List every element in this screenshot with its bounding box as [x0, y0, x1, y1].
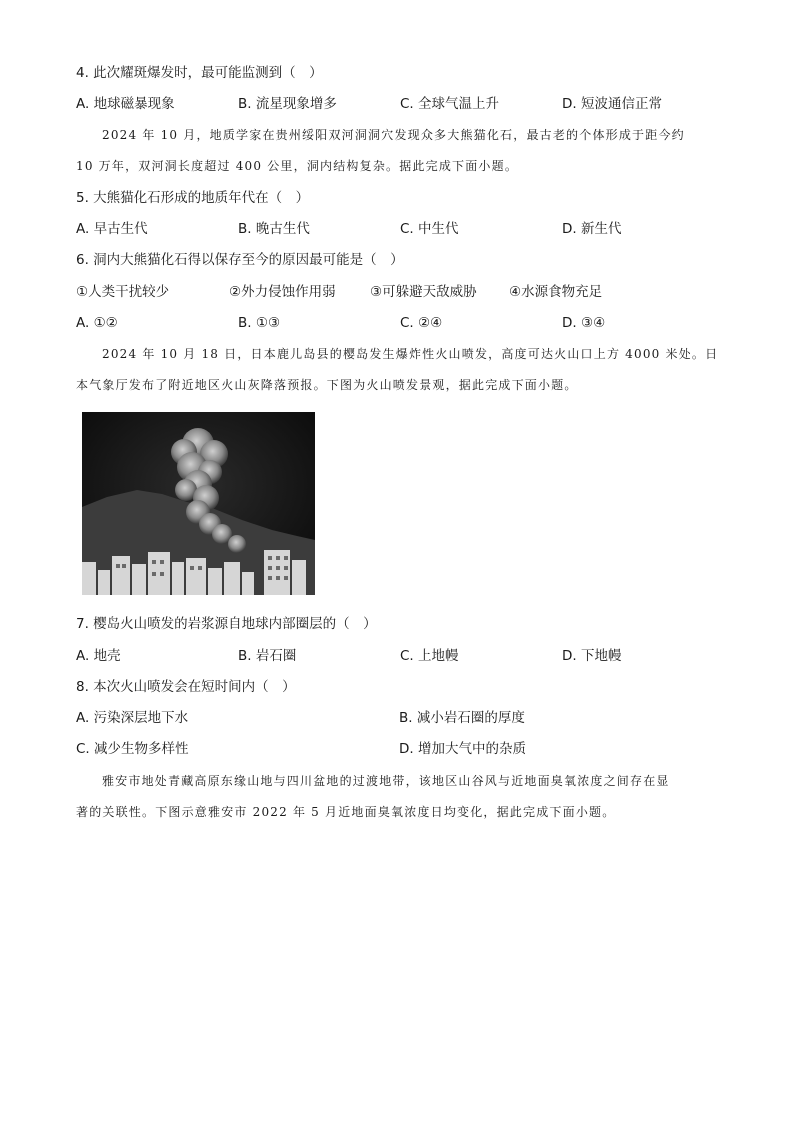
- q6-option-d: D. ③④: [562, 315, 606, 331]
- q4-option-b: B. 流星现象增多: [238, 96, 337, 112]
- passage2-line2: 本气象厅发布了附近地区火山灰降落预报。下图为火山喷发景观，据此完成下面小题。: [76, 378, 578, 392]
- q7-option-a: A. 地壳: [76, 648, 121, 664]
- q5-option-d: D. 新生代: [562, 221, 622, 237]
- q6-option-c: C. ②④: [400, 315, 443, 331]
- q6-statement-1: ①人类干扰较少: [76, 284, 170, 300]
- q4-option-a: A. 地球磁暴现象: [76, 96, 175, 112]
- q6-stem: 6. 洞内大熊猫化石得以保存至今的原因最可能是（ ）: [76, 252, 404, 268]
- q6-option-b: B. ①③: [238, 315, 281, 331]
- q6-statement-3: ③可躲避天敌威胁: [370, 284, 477, 300]
- q8-option-d: D. 增加大气中的杂质: [399, 741, 526, 757]
- q8-option-a: A. 污染深层地下水: [76, 710, 189, 726]
- q5-option-a: A. 早古生代: [76, 221, 148, 237]
- q8-option-c: C. 减少生物多样性: [76, 741, 189, 757]
- q4-stem: 4. 此次耀斑爆发时，最可能监测到（ ）: [76, 65, 323, 81]
- passage3-line1: 雅安市地处青藏高原东缘山地与四川盆地的过渡地带，该地区山谷风与近地面臭氧浓度之间存在显: [102, 774, 670, 788]
- q8-stem: 8. 本次火山喷发会在短时间内（ ）: [76, 679, 296, 695]
- volcano-eruption-photo: [82, 412, 315, 595]
- passage2-line1: 2024 年 10 月 18 日，日本鹿儿岛县的樱岛发生爆炸性火山喷发，高度可达火山口上方 4000 米处。日: [102, 347, 719, 361]
- q7-option-b: B. 岩石圈: [238, 648, 297, 664]
- q5-stem: 5. 大熊猫化石形成的地质年代在（ ）: [76, 190, 310, 206]
- q4-option-d: D. 短波通信正常: [562, 96, 662, 112]
- q7-option-d: D. 下地幔: [562, 648, 622, 664]
- q6-statement-2: ②外力侵蚀作用弱: [229, 284, 336, 300]
- q5-option-b: B. 晚古生代: [238, 221, 310, 237]
- q6-option-a: A. ①②: [76, 315, 118, 331]
- passage3-line2: 著的关联性。下图示意雅安市 2022 年 5 月近地面臭氧浓度日均变化，据此完成下面小题。: [76, 805, 616, 819]
- q7-stem: 7. 樱岛火山喷发的岩浆源自地球内部圈层的（ ）: [76, 616, 377, 632]
- q5-option-c: C. 中生代: [400, 221, 459, 237]
- q8-option-b: B. 减小岩石圈的厚度: [399, 710, 525, 726]
- q7-option-c: C. 上地幔: [400, 648, 459, 664]
- passage1-line2: 10 万年，双河洞长度超过 400 公里，洞内结构复杂。据此完成下面小题。: [76, 159, 519, 173]
- q4-option-c: C. 全球气温上升: [400, 96, 500, 112]
- q6-statement-4: ④水源食物充足: [509, 284, 603, 300]
- passage1-line1: 2024 年 10 月，地质学家在贵州绥阳双河洞洞穴发现众多大熊猫化石，最古老的个体形成于距今约: [102, 128, 685, 142]
